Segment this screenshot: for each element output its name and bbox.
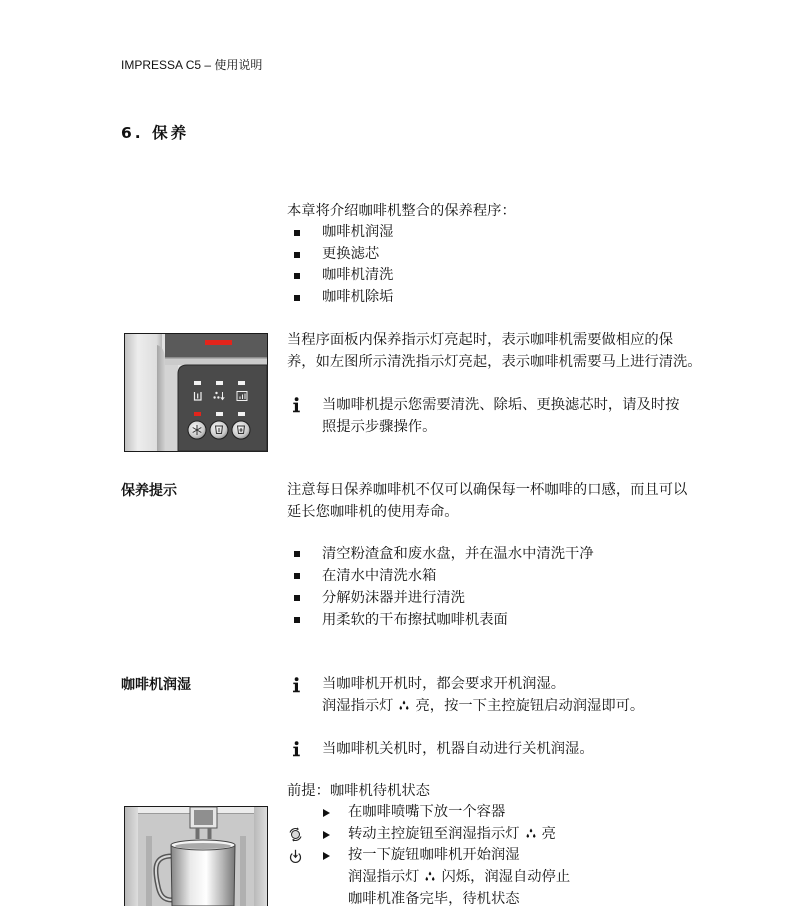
bullet-icon — [294, 230, 300, 236]
note-text-before: 润湿指示灯 — [322, 697, 394, 714]
note-text-after: 亮，按一下主控旋钮启动润湿即可。 — [415, 697, 645, 714]
bullet-icon — [294, 252, 300, 258]
intro-section — [287, 200, 516, 309]
bullet-icon — [294, 595, 300, 601]
coffee-spout-core — [194, 810, 213, 825]
jug-opening — [175, 843, 231, 849]
arrow-icon — [323, 809, 330, 817]
panel-band-shadow — [165, 357, 267, 359]
step-text-before: 转动主控旋钮至润湿指示灯 — [348, 825, 520, 842]
chapter-title: 6. 保养 — [121, 124, 190, 142]
machine-side-right — [254, 807, 267, 906]
rinse-drops-icon — [398, 700, 410, 711]
result-ready — [287, 889, 570, 906]
care-tips-heading: 保养提示 — [121, 483, 177, 499]
panel-led — [216, 381, 223, 385]
arrow-icon — [323, 852, 330, 860]
list-item-text: 分解奶沫器并进行清洗 — [322, 590, 465, 606]
panel-led — [238, 381, 245, 385]
list-item — [287, 609, 594, 631]
recess-stripe — [146, 836, 152, 906]
list-item-text: 清空粉渣盒和废水盘，并在温水中清洗干净 — [322, 546, 594, 562]
result-text-before: 润湿指示灯 — [348, 869, 420, 886]
bullet-icon — [294, 551, 300, 557]
list-item — [287, 244, 516, 266]
info-note — [322, 394, 679, 438]
casing-edge — [157, 345, 165, 451]
result-text: 咖啡机准备完毕，待机状态 — [348, 890, 520, 906]
list-item-text: 咖啡机除垢 — [322, 289, 394, 306]
panel-led — [238, 412, 245, 416]
maintenance-list — [287, 222, 516, 309]
step-text-after: 亮 — [541, 825, 556, 842]
note-line — [322, 696, 644, 718]
list-item — [287, 543, 594, 565]
list-item-text: 更换滤芯 — [322, 245, 380, 262]
press-knob-icon — [288, 849, 303, 864]
info-icon — [292, 677, 301, 693]
rinsing-heading: 咖啡机润湿 — [121, 677, 191, 693]
list-item-text: 咖啡机润湿 — [322, 224, 394, 240]
step-turn-knob — [287, 824, 570, 846]
bullet-icon — [294, 273, 300, 279]
rinsing-steps — [287, 802, 570, 906]
coffee-machine-illustration — [124, 806, 268, 906]
machine-side-left — [125, 807, 138, 906]
info-icon — [292, 741, 301, 757]
step-text: 按一下旋钮咖啡机开始润湿 — [348, 847, 520, 864]
paragraph-line: 当程序面板内保养指示灯亮起时，表示咖啡机需要做相应的保 — [287, 332, 674, 348]
running-header: IMPRESSA C5 – 使用说明 — [121, 58, 263, 72]
list-item — [287, 287, 516, 309]
precondition-text: 前提：咖啡机待机状态 — [287, 783, 430, 799]
paragraph-line: 注意每日保养咖啡机不仅可以确保每一杯咖啡的口感，而且可以 — [287, 482, 688, 498]
coffee-nozzle — [196, 828, 200, 839]
info-note-power-on — [322, 674, 644, 717]
result-indicator-blink — [287, 867, 570, 889]
intro-text: 本章将介绍咖啡机整合的保养程序： — [287, 203, 516, 219]
result-text-after: 闪烁，润湿自动停止 — [441, 869, 571, 886]
paragraph-line: 养，如左图所示清洗指示灯亮起，表示咖啡机需要马上进行清洗。 — [287, 354, 702, 370]
note-line: 当咖啡机关机时，机器自动进行关机润湿。 — [322, 741, 594, 757]
list-item-text: 在清水中清洗水箱 — [322, 568, 437, 584]
info-note-power-off — [322, 738, 594, 760]
rinse-drops-icon — [424, 871, 436, 882]
panel-led — [194, 381, 201, 385]
note-line: 当咖啡机开机时，都会要求开机润湿。 — [322, 676, 566, 692]
control-panel-illustration — [124, 333, 268, 452]
care-tips-text — [287, 480, 687, 523]
bullet-icon — [294, 617, 300, 623]
precondition — [287, 780, 430, 802]
recess-stripe — [240, 836, 246, 906]
step-place-container — [287, 802, 570, 824]
panel-red-indicator — [205, 340, 232, 345]
list-item — [287, 587, 594, 609]
care-tips-list — [287, 543, 594, 631]
panel-led-red — [194, 412, 201, 416]
list-item — [287, 265, 516, 287]
note-line: 当咖啡机提示您需要清洗、除垢、更换滤芯时，请及时按 — [322, 397, 680, 413]
bullet-icon — [294, 573, 300, 579]
coffee-nozzle — [208, 828, 212, 839]
note-line: 照提示步骤操作。 — [322, 419, 437, 435]
info-icon — [292, 397, 301, 413]
display-strip — [165, 334, 267, 357]
paragraph-line: 延长您咖啡机的使用寿命。 — [287, 503, 459, 520]
bullet-icon — [294, 295, 300, 301]
arrow-icon — [323, 831, 330, 839]
list-item — [287, 565, 594, 587]
rotary-knob-icon — [288, 827, 303, 842]
list-item-text: 咖啡机清洗 — [322, 267, 394, 284]
indicator-explanation — [287, 329, 702, 373]
rinse-drops-icon — [525, 828, 537, 839]
machine-casing — [125, 334, 162, 451]
step-press-knob — [287, 845, 570, 867]
panel-led — [216, 412, 223, 416]
list-item-text: 用柔软的干布擦拭咖啡机表面 — [322, 612, 508, 628]
jug-body — [171, 845, 235, 906]
step-text: 在咖啡喷嘴下放一个容器 — [348, 804, 506, 820]
list-item — [287, 222, 516, 244]
panel-gap — [165, 365, 178, 451]
